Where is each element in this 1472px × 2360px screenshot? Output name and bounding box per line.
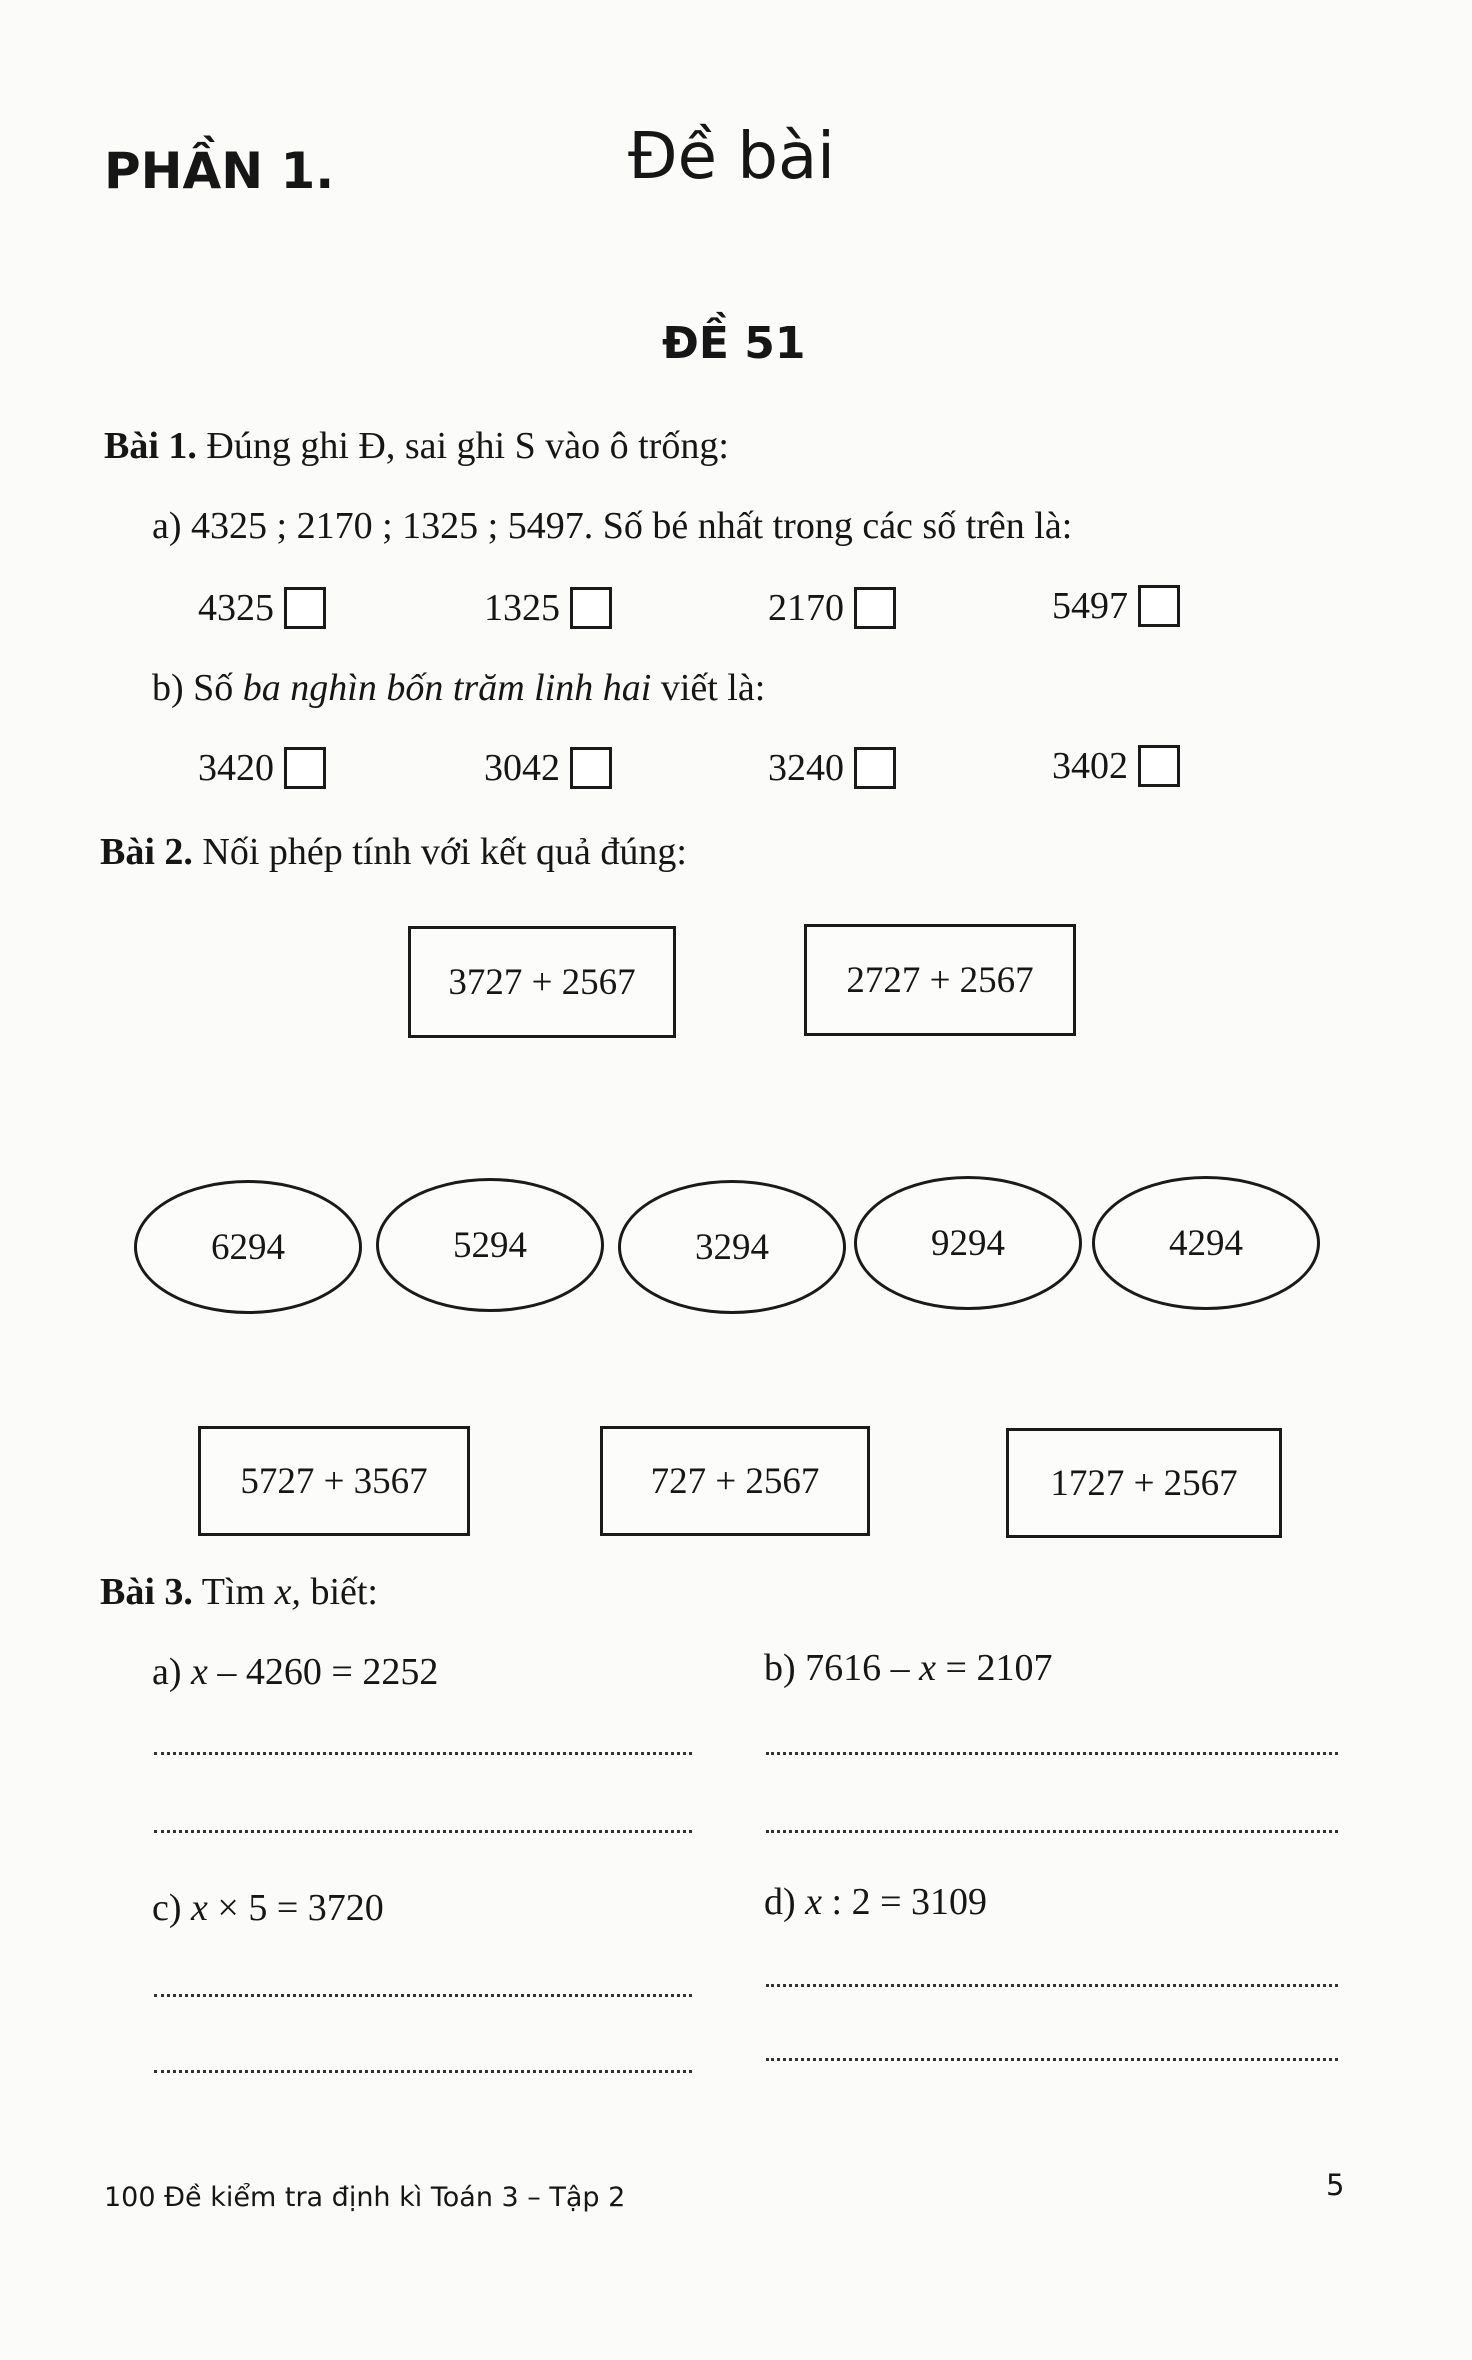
q1b-option-4 [1052,744,1180,788]
q3a-rest: – 4260 = 2252 [217,1651,439,1693]
q1a-checkbox-1[interactable] [284,587,326,629]
q1a-option-value: 5497 [1052,585,1128,627]
expression-box[interactable]: 5727 + 3567 [198,1426,470,1536]
expression-box[interactable]: 1727 + 2567 [1006,1428,1282,1538]
q3-text-suffix: biết: [310,1571,378,1613]
q3-var: x, [274,1571,301,1613]
test-title: ĐỀ 51 [662,318,806,369]
q1-heading [104,424,729,468]
q1b-option-2 [484,746,612,790]
q3b-prefix: b) 7616 – [764,1647,910,1689]
q1a-option-2 [484,586,612,630]
q1-text: Đúng ghi Đ, sai ghi S vào ô trống: [206,425,729,467]
result-oval[interactable]: 6294 [134,1180,362,1314]
q1b-option-value: 3042 [484,747,560,789]
q3a-prefix: a) [152,1651,182,1693]
part-heading: PHẦN 1. [104,142,335,200]
q3c-rest: × 5 = 3720 [217,1887,384,1929]
q1a-option-value: 1325 [484,587,560,629]
q3a-equation [152,1650,438,1694]
q1a-option-3 [768,586,896,630]
q1a-option-4 [1052,584,1180,628]
q1b-italic: ba nghìn bốn trăm linh hai [242,667,652,709]
answer-line[interactable] [766,1984,1338,1987]
q3c-equation [152,1886,384,1930]
q1b-checkbox-3[interactable] [854,747,896,789]
q1b-option-value: 3240 [768,747,844,789]
result-oval[interactable]: 3294 [618,1180,846,1314]
answer-line[interactable] [154,1994,692,1997]
q3a-var: x [191,1651,208,1693]
q1b-option-1 [198,746,326,790]
expression-box[interactable]: 3727 + 2567 [408,926,676,1038]
q3c-prefix: c) [152,1887,182,1929]
q1-label: Bài 1. [104,425,197,467]
q3d-equation [764,1880,987,1924]
q1b-checkbox-2[interactable] [570,747,612,789]
expression-box[interactable]: 2727 + 2567 [804,924,1076,1036]
q3b-var: x [919,1647,937,1689]
q1b-prefix: b) Số [152,667,234,709]
q2-label: Bài 2. [100,831,193,873]
q1b-checkbox-4[interactable] [1138,745,1180,787]
page-title: Đề bài [628,120,835,194]
q1a-option-value: 4325 [198,587,274,629]
q1b-option-value: 3402 [1052,745,1128,787]
answer-line[interactable] [154,1752,692,1755]
page-number: 5 [1326,2168,1345,2202]
book-title-footer: 100 Đề kiểm tra định kì Toán 3 – Tập 2 [104,2182,626,2213]
answer-line[interactable] [766,1830,1338,1833]
q1a-checkbox-3[interactable] [854,587,896,629]
q2-text: Nối phép tính với kết quả đúng: [202,831,687,873]
result-oval[interactable]: 5294 [376,1178,604,1312]
answer-line[interactable] [154,1830,692,1833]
q1a-checkbox-2[interactable] [570,587,612,629]
answer-line[interactable] [154,2070,692,2073]
q2-heading [100,830,687,874]
q1b-text [152,666,765,710]
q3d-var: x [805,1881,823,1923]
q1a-checkbox-4[interactable] [1138,585,1180,627]
answer-line[interactable] [766,2058,1338,2061]
q3b-equation [764,1646,1052,1690]
q3c-var: x [191,1887,208,1929]
q1a-text: a) 4325 ; 2170 ; 1325 ; 5497. Số bé nhất trong các số trên là: [152,505,1073,547]
expression-box[interactable]: 727 + 2567 [600,1426,870,1536]
q1b-option-3 [768,746,896,790]
answer-line[interactable] [766,1752,1338,1755]
q1b-suffix: viết là: [660,667,766,709]
q3b-rest: = 2107 [945,1647,1053,1689]
q1a-option-1 [198,586,326,630]
result-oval[interactable]: 9294 [854,1176,1082,1310]
q1b-checkbox-1[interactable] [284,747,326,789]
q1b-option-value: 3420 [198,747,274,789]
q3-text-prefix: Tìm [201,1571,266,1613]
q3d-prefix: d) [764,1881,796,1923]
q3-label: Bài 3. [100,1571,193,1613]
result-oval[interactable]: 4294 [1092,1176,1320,1310]
q1a-option-value: 2170 [768,587,844,629]
q3d-rest: : 2 = 3109 [831,1881,988,1923]
q3-heading [100,1570,378,1614]
